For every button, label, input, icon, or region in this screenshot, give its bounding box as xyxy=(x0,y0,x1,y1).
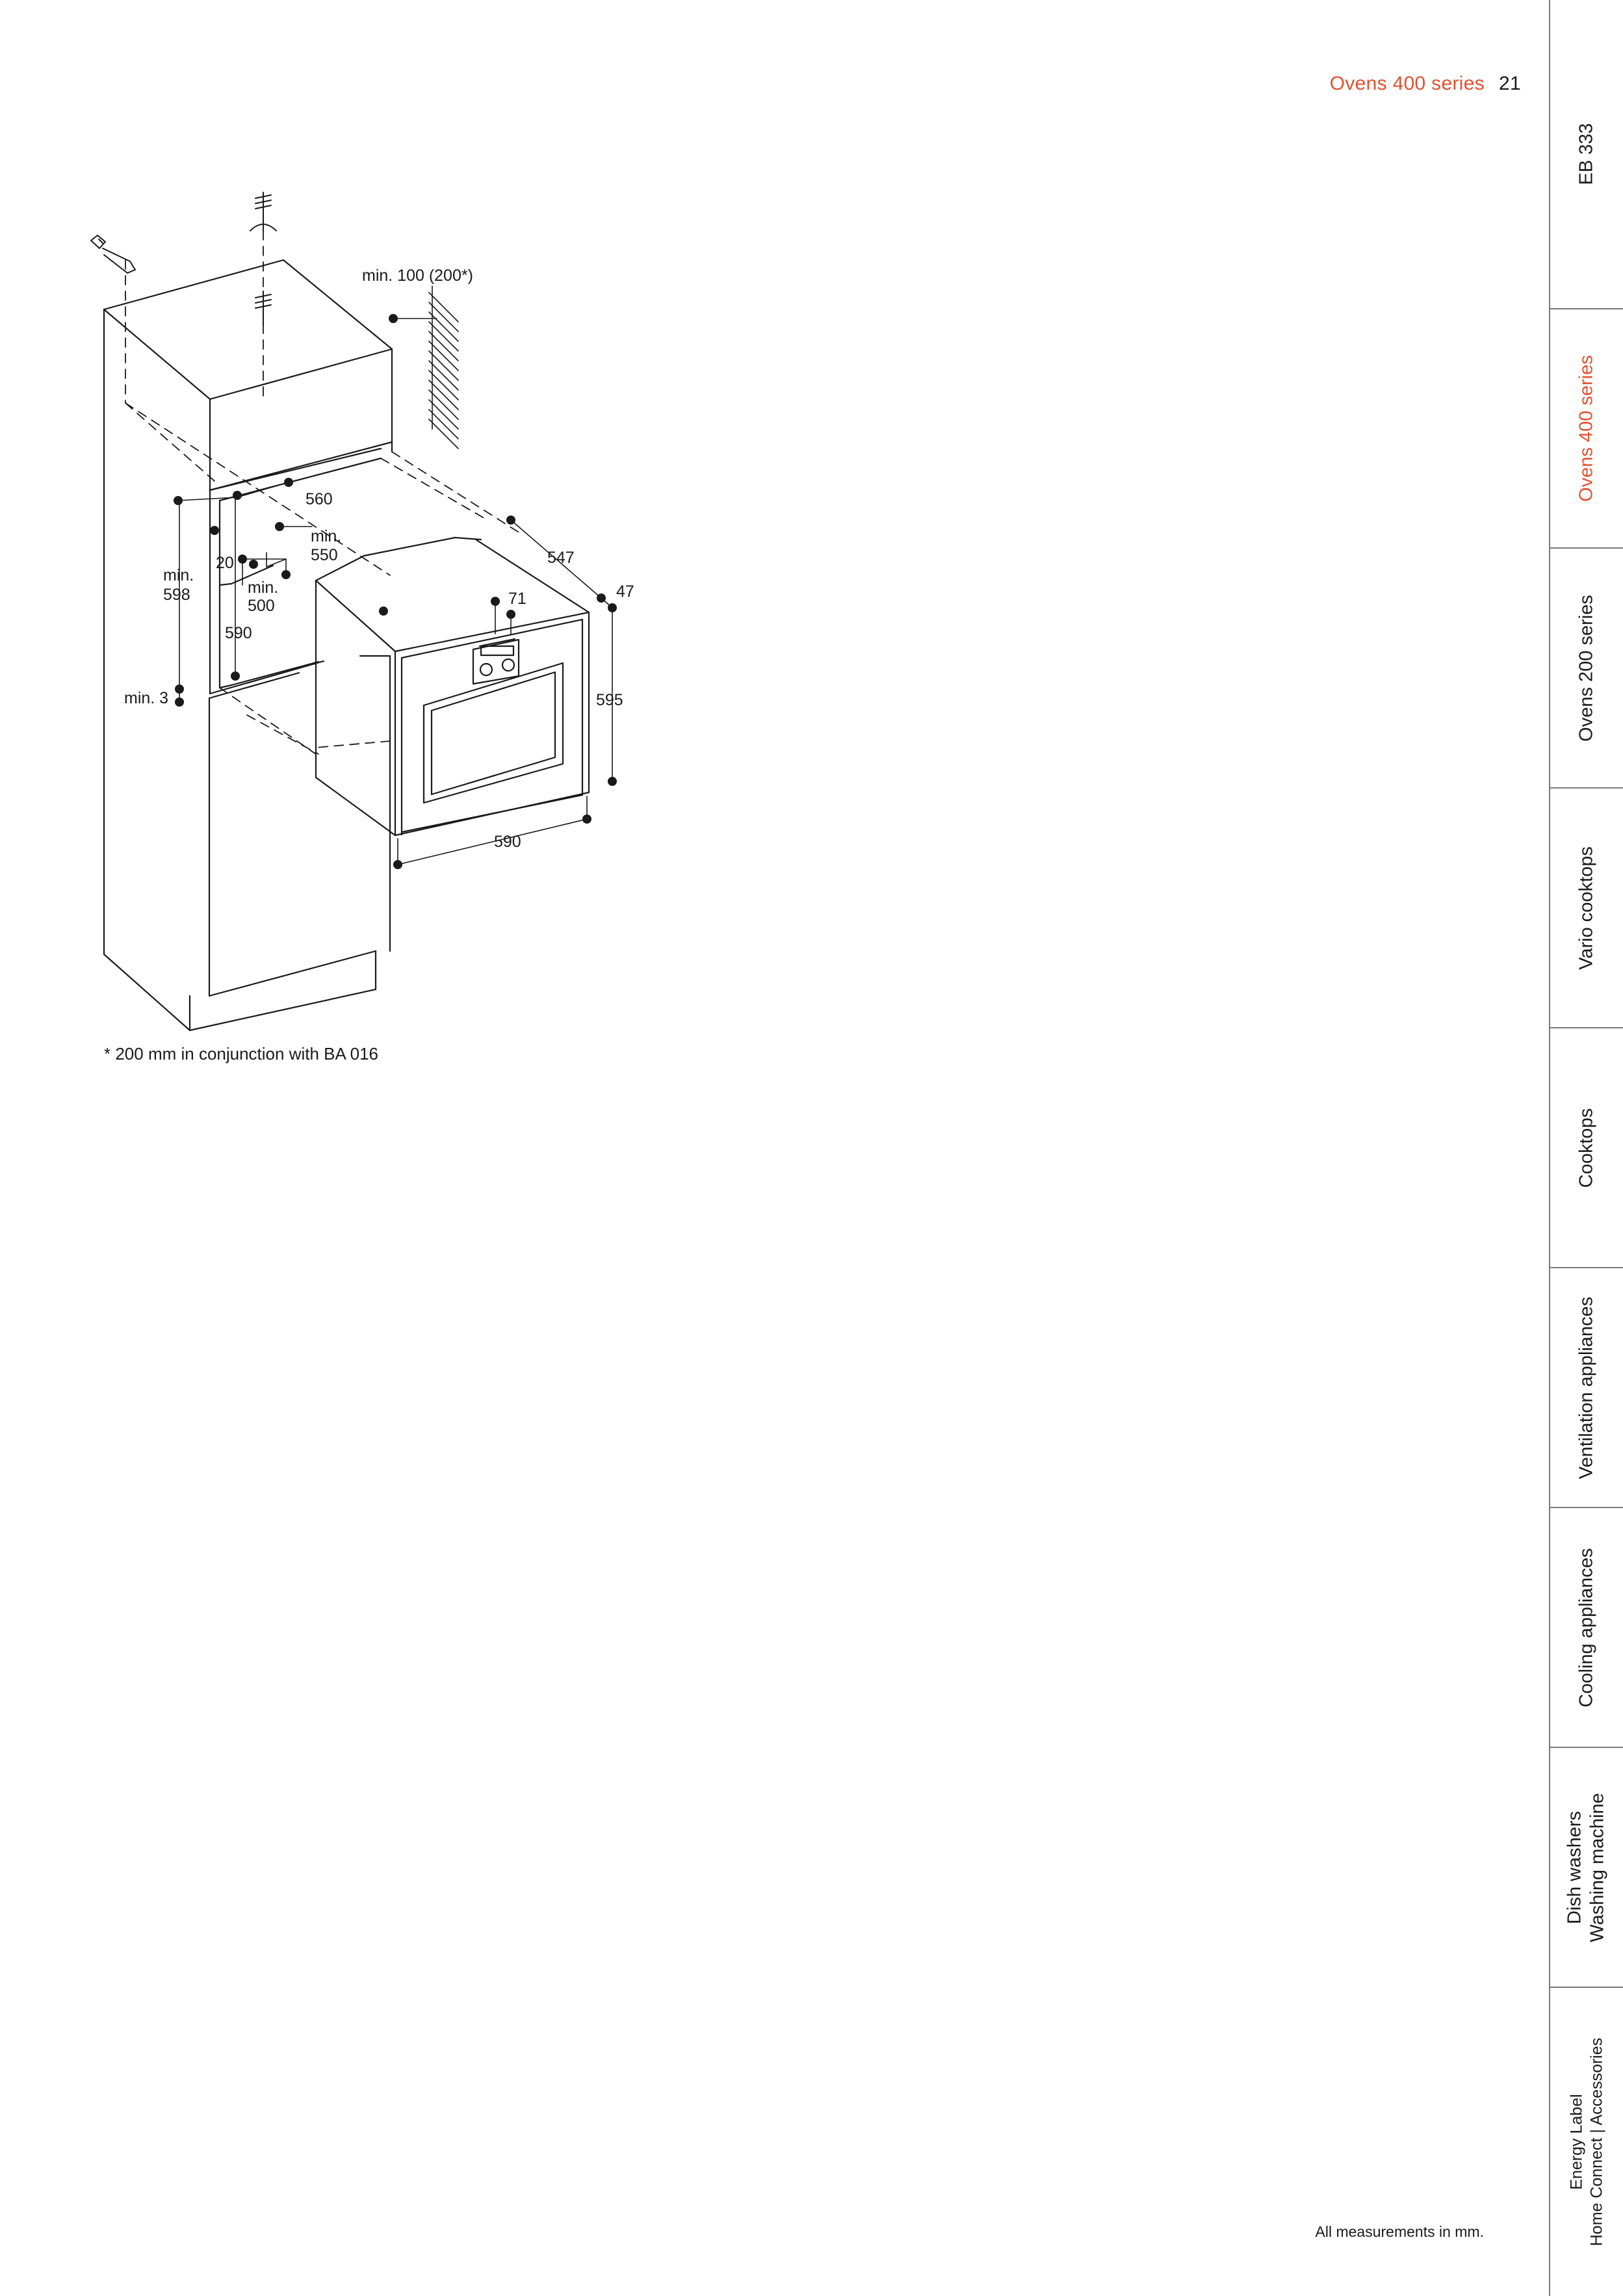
sidebar-item-vario-cooktops[interactable] xyxy=(1550,789,1623,1028)
dim-min-3: min. 3 xyxy=(124,689,169,707)
sidebar-item-cooktops[interactable] xyxy=(1550,1028,1623,1268)
installation-diagram xyxy=(0,0,780,1105)
oven-outline xyxy=(316,538,589,835)
earth-symbol-icon-top xyxy=(250,192,276,231)
dim-min-598-b: 598 xyxy=(163,586,190,604)
dim-min-500-b: 500 xyxy=(248,597,275,615)
sidebar-item-ventilation[interactable] xyxy=(1550,1268,1623,1508)
sidebar-item-energy-label[interactable] xyxy=(1550,1988,1623,2296)
sidebar-item-label: Dish washers Washing machine xyxy=(1564,1792,1608,1942)
sidebar-item-label: Cooktops xyxy=(1576,1108,1597,1188)
sidebar-item-dishwashers[interactable] xyxy=(1550,1748,1623,1988)
dim-min-598-a: min. xyxy=(163,566,194,584)
sidebar-item-label: EB 333 xyxy=(1576,123,1597,185)
page-header xyxy=(1330,73,1521,95)
dim-front-47: 47 xyxy=(616,582,634,601)
sidebar-item-label: Ventilation appliances xyxy=(1576,1296,1597,1479)
sidebar-item-cooling[interactable] xyxy=(1550,1508,1623,1748)
dim-panel-71: 71 xyxy=(508,590,526,608)
dim-min-550-b: 550 xyxy=(311,546,338,564)
sidebar-item-label: Energy Label Home Connect | Accessories xyxy=(1567,2037,1605,2247)
dim-oven-width: 590 xyxy=(494,833,521,851)
sidebar-item-ovens-400[interactable] xyxy=(1550,309,1623,549)
footnote: * 200 mm in conjunction with BA 016 xyxy=(104,1044,379,1063)
dim-oven-height: 595 xyxy=(596,691,623,709)
dim-min-500-a: min. xyxy=(248,579,279,597)
dim-top-clearance: min. 100 (200*) xyxy=(362,267,473,285)
earth-symbol-icon-lower xyxy=(255,291,271,325)
wall-hatch xyxy=(429,286,458,449)
sidebar-item-ovens-200[interactable] xyxy=(1550,549,1623,789)
dim-min-550-a: min. xyxy=(311,527,342,545)
sidebar-item-label: Ovens 400 series xyxy=(1576,355,1597,502)
sidebar-item-label: Cooling appliances xyxy=(1576,1547,1597,1708)
sidebar-item-label: Vario cooktops xyxy=(1576,846,1597,970)
sidebar-nav xyxy=(1549,0,1623,2296)
cabinet-outline xyxy=(104,260,392,1030)
page-number: 21 xyxy=(1499,73,1521,94)
dim-oven-depth: 547 xyxy=(547,549,575,567)
sidebar-item-label: Ovens 200 series xyxy=(1576,594,1597,742)
section-title: Ovens 400 series xyxy=(1329,73,1485,94)
dim-niche-width: 560 xyxy=(305,490,333,508)
measurements-note: All measurements in mm. xyxy=(1315,2223,1484,2240)
plug-icon xyxy=(91,235,135,273)
dim-niche-590: 590 xyxy=(225,624,252,642)
sidebar-item-eb333[interactable] xyxy=(1550,0,1623,309)
dim-gap-20: 20 xyxy=(216,554,234,572)
